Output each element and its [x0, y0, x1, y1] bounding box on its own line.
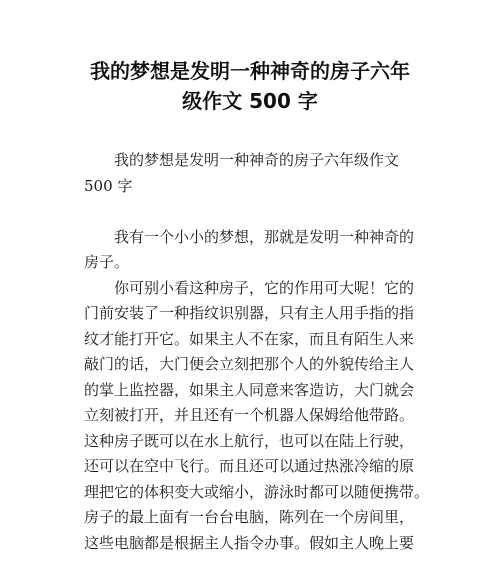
paragraph-line: 还可以在空中飞行。而且还可以通过热涨冷缩的原: [84, 457, 415, 475]
paragraph-line: 门前安装了一种指纹识别器，只有主人用手指的指: [84, 304, 415, 322]
paragraph-subtitle: [84, 148, 424, 199]
paragraph-line: 你可别小看这种房子，它的作用可大呢！它的: [114, 278, 415, 297]
paragraph-line: 我的梦想是发明一种神奇的房子六年级作文: [114, 151, 400, 169]
title-line-1: 我的梦想是发明一种神奇的房子六年: [90, 59, 410, 83]
paragraph-line: 的掌上监控器，如果主人同意来客造访，大门就会: [84, 380, 415, 399]
paragraph-line: 理把它的体积变大或缩小，游泳时都可以随便携带。: [84, 482, 430, 501]
paragraph-line: 房子的最上面有一台台电脑，陈列在一个房间里，: [84, 508, 415, 526]
paragraph-line: 我有一个小小的梦想，那就是发明一种神奇的: [114, 227, 415, 246]
paragraph-line: 纹才能打开它。如果主人不在家，而且有陌生人来: [84, 329, 415, 348]
paragraph-line: 500 字: [84, 176, 133, 195]
paragraph-body: [84, 276, 430, 557]
paragraph-line: 立刻被打开，并且还有一个机器人保姆给他带路。: [84, 406, 415, 424]
title-line-2: 级作文 500 字: [182, 89, 318, 113]
paragraph-intro: [84, 225, 424, 276]
paragraph-line: 房子。: [84, 253, 130, 271]
paragraph-line: 这种房子既可以在水上航行，也可以在陆上行驶，: [84, 431, 415, 450]
paragraph-spacer: [84, 199, 424, 225]
document-body: [84, 148, 430, 556]
paragraph-line: 这些电脑都是根据主人指令办事。假如主人晚上要: [84, 533, 415, 552]
paragraph-line: 敲门的话，大门便会立刻把那个人的外貌传给主人: [84, 355, 415, 373]
document-title: [60, 56, 440, 116]
